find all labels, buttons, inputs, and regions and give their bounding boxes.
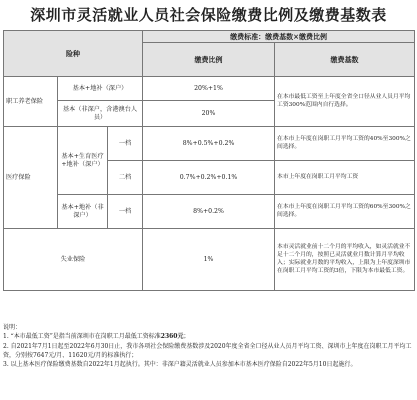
pension-sub2-rate: 20% [143,101,275,127]
medical-sub1: 基本+生育医疗+地补（深户） [58,127,108,195]
medical-tier2-label: 二档 [108,161,143,195]
medical-sub2: 基本+地补（非深户） [58,195,108,229]
header-standard: 缴费标准：缴费基数×缴费比例 [143,31,415,43]
unemployment-rate: 1% [143,229,275,291]
pension-sub1-rate: 20%+1% [143,77,275,101]
pension-sub1: 基本+地补（深户） [58,77,143,101]
medical-tier2-rate: 0.7%+0.2%+0.1% [143,161,275,195]
pension-name: 职工养老保险 [4,77,58,127]
notes-section [3,323,414,369]
table-row [4,229,415,291]
unemployment-base: 本市灵活就业前十二个月的平均收入，如灵活就业不足十二个月的，按照已灵活就业月数计算月平均收入；实际就业月数的平均收入，上限为上年度深圳市在岗职工月平均工资的3倍，下限为本市最低工资。 [275,229,415,291]
table-row [4,127,415,161]
note-1 [3,332,414,341]
note-3: 3. 以上基本医疗保险缴费基数自2022年1月起执行。其中：非深户籍灵活就业人员参加本市基本医疗保险自2022年5月10日起施行。 [3,361,357,369]
table-row [4,195,415,229]
page-title: 深圳市灵活就业人员社会保险缴费比例及缴费基数表 [30,6,387,24]
note-1-prefix: 1. “本市最低工资”是指当前深圳市在岗职工月最低工资标准 [3,333,161,341]
note-1-suffix: ； [183,333,190,341]
pension-sub2: 基本（非深户，含港澳台人员） [58,101,143,127]
note-2: 2. 自2021年7月1日起至2022年6月30日止，我市各项社会保险缴费基数涉及2020年度全省全口径从业人员月平均工资、深圳市上年度在岗职工月平均工资，分别按7647元/月、11620元/月的标准执行； [3,342,412,359]
medical-tier1-base: 在本市上年度在岗职工月平均工资的40%至300%之间选择。 [275,127,415,161]
medical-name: 医疗保险 [4,127,58,229]
medical-tier2-base: 本市上年度在岗职工月平均工资 [275,161,415,195]
header-base: 缴费基数 [275,43,415,77]
notes-heading: 说明： [3,324,22,331]
medical-tier3-base: 在本市上年度在岗职工月平均工资的60%至300%之间选择。 [275,195,415,229]
medical-tier1-rate: 8%+0.5%+0.2% [143,127,275,161]
medical-tier3-label: 一档 [108,195,143,229]
header-rate: 缴费比例 [143,43,275,77]
contribution-table [3,30,415,291]
unemployment-name: 失业保险 [4,229,143,291]
header-insurance-type: 险种 [4,31,143,77]
table-row [4,77,415,101]
pension-base: 在本市最低工资至上年度全省全口径从业人员月平均工资300%范围内自行选择。 [275,77,415,127]
table-header-row-1 [4,31,415,43]
note-1-value: 2360元 [160,333,184,341]
medical-tier3-rate: 8%+0.2% [143,195,275,229]
medical-tier1-label: 一档 [108,127,143,161]
